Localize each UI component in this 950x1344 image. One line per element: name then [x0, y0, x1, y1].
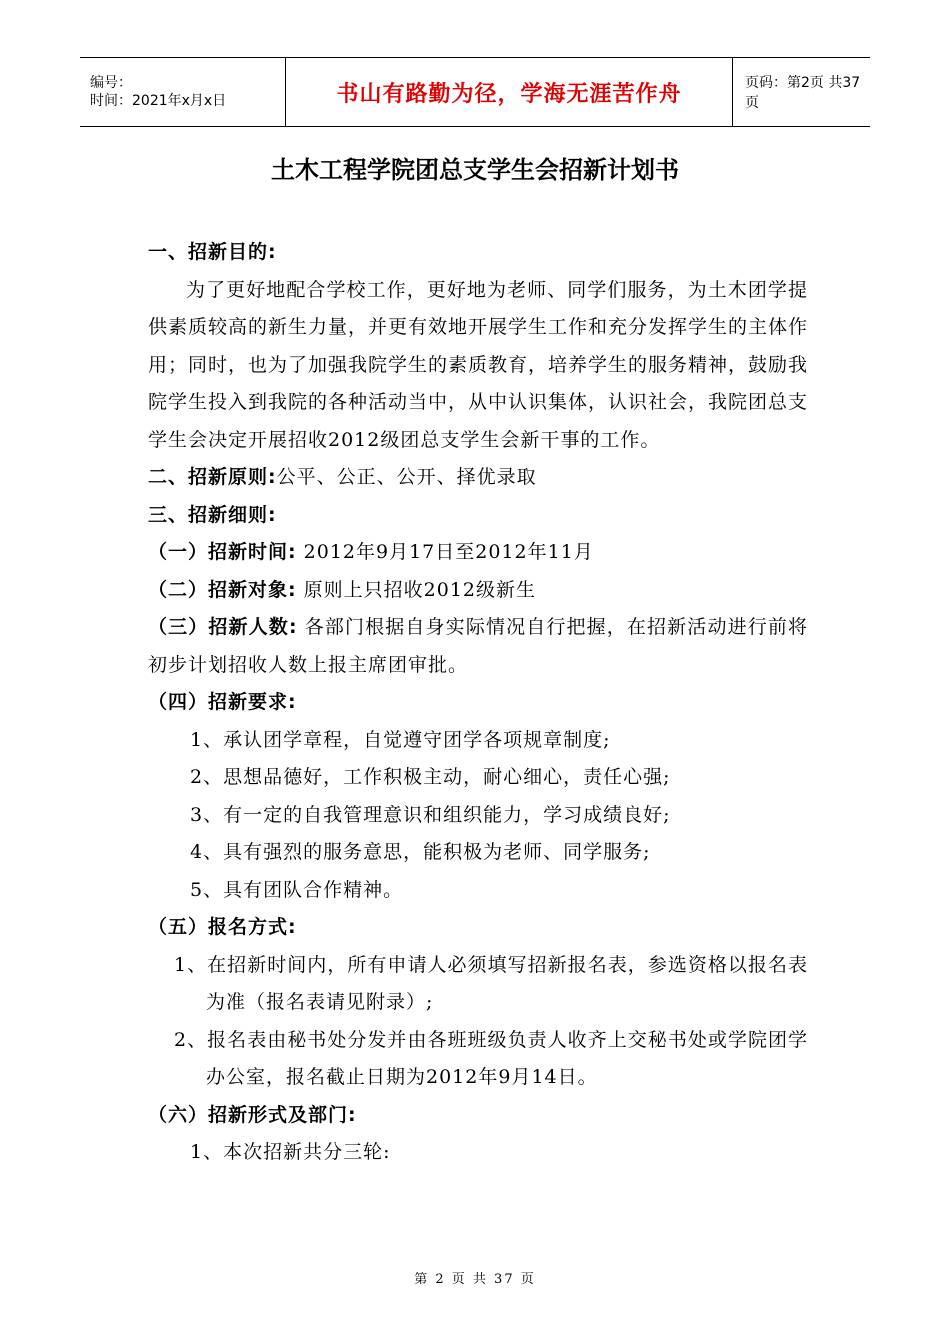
rule-target-label: （二）招新对象: [148, 578, 297, 601]
rule-requirements-label: （四）招新要求: [148, 691, 297, 713]
rule-target [148, 572, 808, 610]
section-heading-rules: 三、招新细则: [148, 503, 277, 526]
rule-count [148, 609, 808, 684]
page-header [80, 57, 870, 127]
principle-line [148, 459, 808, 497]
rule-count-label: （三）招新人数: [148, 616, 298, 638]
requirement-item: 5、具有团队合作精神。 [190, 878, 404, 901]
purpose-paragraph: 为了更好地配合学校工作，更好地为老师、同学们服务，为土木团学提供素质较高的新生力量，并更有效地开展学生工作和充分发挥学生的主体作用；同时，也为了加强我院学生的素质教育，培养学生的服务精神，鼓励我院学生投入到我院的各种活动当中，从中认识集体，认识社会，我院团总支学生会决定开展招收2012级团总支学生会新干事的工作。 [148, 278, 809, 451]
rule-count-text: 各部门根据自身实际情况自行把握，在招新活动进行前将初步计划招收人数上报主席团审批。 [148, 616, 808, 676]
requirement-item: 4、具有强烈的服务意思，能积极为老师、同学服务; [190, 841, 651, 863]
rule-signup-label: （五）报名方式: [148, 916, 297, 938]
document-number-label: 编号： [90, 75, 132, 91]
header-page-info: 页码：第2页 共37页 [745, 75, 861, 111]
signup-item: 2、报名表由秘书处分发并由各班班级负责人收齐上交秘书处或学院团学办公室，报名截止日期为2012年9月14日。 [174, 1028, 808, 1088]
document-date: 时间：2021年x月x日 [90, 93, 227, 109]
rule-time-text: 2012年9月17日至2012年11月 [303, 541, 594, 563]
page-footer: 第 2 页 共 37 页 [414, 1272, 536, 1287]
rule-form-label: （六）招新形式及部门: [148, 1103, 357, 1126]
rule-time-label: （一）招新时间: [148, 541, 297, 563]
rule-time [148, 534, 808, 572]
signup-item: 1、在招新时间内，所有申请人必须填写招新报名表，参选资格以报名表为准（报名表请见附录）; [174, 953, 808, 1013]
rule-target-text: 原则上只招收2012级新生 [303, 578, 537, 601]
principle-text: 公平、公正、公开、择优录取 [276, 466, 537, 488]
form-item: 1、本次招新共分三轮: [190, 1141, 391, 1163]
header-meta [80, 58, 285, 126]
requirement-item: 1、承认团学章程，自觉遵守团学各项规章制度; [190, 728, 611, 751]
document-title: 土木工程学院团总支学生会招新计划书 [271, 156, 679, 184]
header-motto-cell [285, 58, 733, 126]
header-motto: 书山有路勤为径，学海无涯苦作舟 [336, 81, 682, 107]
document-body [148, 234, 808, 1172]
section-heading-principle: 二、招新原则: [148, 466, 277, 488]
requirement-item: 2、思想品德好，工作积极主动，耐心细心，责任心强; [190, 766, 671, 788]
section-heading-purpose: 一、招新目的: [148, 241, 277, 263]
requirement-item: 3、有一定的自我管理意识和组织能力，学习成绩良好; [190, 803, 671, 826]
